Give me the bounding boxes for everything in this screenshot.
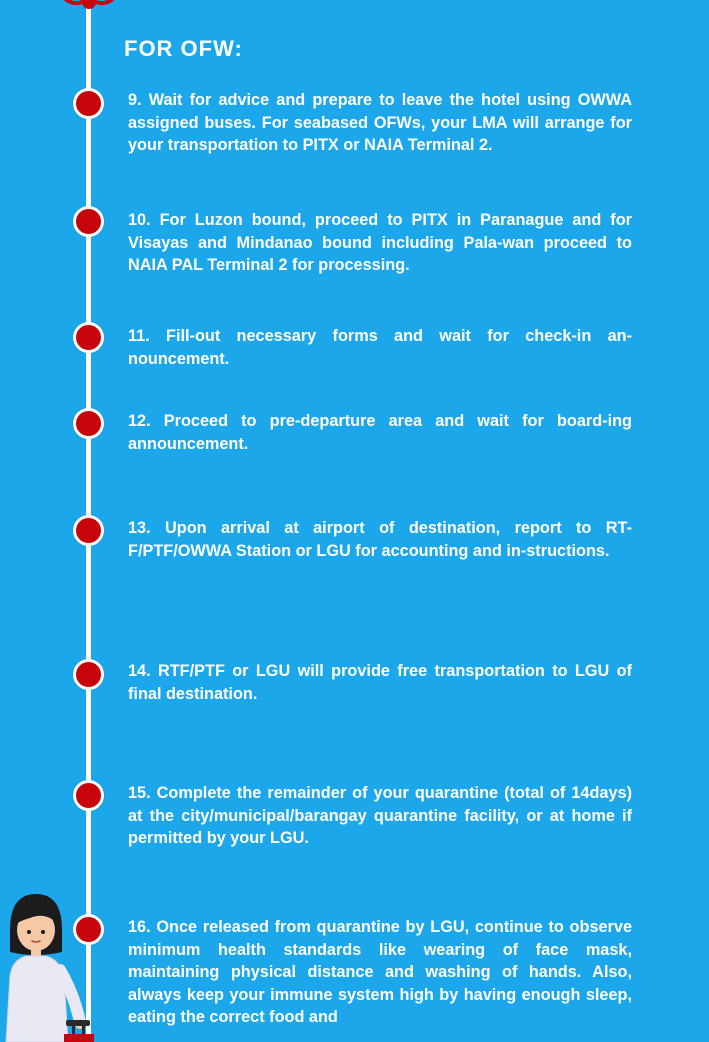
step-text: 14. RTF/PTF or LGU will provide free transportation to LGU of final destination.: [128, 662, 632, 703]
section-heading: FOR OFW:: [124, 36, 243, 61]
timeline-dot: [73, 206, 104, 237]
timeline-dot: [73, 322, 104, 353]
timeline-dot: [73, 88, 104, 119]
step-text: 15. Complete the remainder of your quarantine (total of 14days) at the city/municipal/barangay quarantine facility, or at home if permitted by your LGU.: [128, 784, 632, 847]
step-text: 9. Wait for advice and prepare to leave the hotel using OWWA assigned buses. For seabased OFWs, your LMA will arrange for your transportation to PITX or NAIA Terminal 2.: [128, 91, 632, 154]
step-text: 13. Upon arrival at airport of destination, report to RT-F/PTF/OWWA Station or LGU for accounting and in-structions.: [128, 519, 632, 560]
step-text: 16. Once released from quarantine by LGU, continue to observe minimum health standards like wearing of face mask, maintaining physical distance and washing of hands. Also, always keep your immune system high by having enough sleep, eating the correct food and: [128, 918, 632, 1026]
step-text: 11. Fill-out necessary forms and wait for check-in an-nouncement.: [128, 327, 632, 368]
timeline-dot: [73, 659, 104, 690]
timeline-dot: [73, 780, 104, 811]
step-text: 10. For Luzon bound, proceed to PITX in Paranague and for Visayas and Mindanao bound including Pala-wan proceed to NAIA PAL Terminal 2 for processing.: [128, 211, 632, 274]
traveler-with-luggage-icon: [0, 890, 100, 1042]
step-text: 12. Proceed to pre-departure area and wait for board-ing announcement.: [128, 412, 632, 453]
timeline-dot: [73, 408, 104, 439]
timeline-dot: [73, 515, 104, 546]
red-ornament-icon: [58, 0, 120, 16]
